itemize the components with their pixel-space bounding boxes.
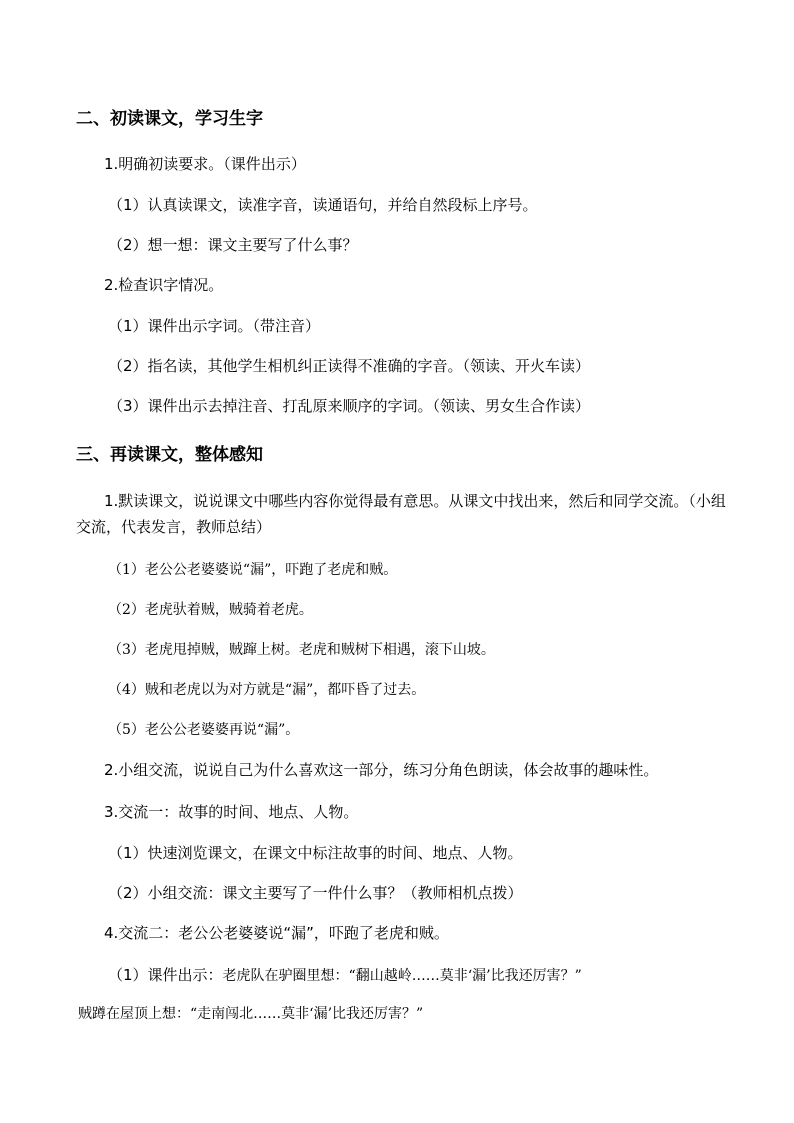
- paragraph-item-4: 4.交流二：老公公老婆婆说“漏”，吓跑了老虎和贼。: [104, 924, 449, 942]
- paragraph-subitem: （2）小组交流：课文主要写了一件什么事？（教师相机点拨）: [108, 884, 523, 902]
- section-heading-3: 三、再读课文，整体感知: [76, 445, 263, 465]
- paragraph-item-2: 2.检查识字情况。: [104, 276, 224, 294]
- paragraph-item-3: 3.交流一：故事的时间、地点、人物。: [104, 803, 359, 821]
- paragraph-subitem: （2）想一想：课文主要写了什么事？: [108, 236, 358, 254]
- quote-list-item: （1）老公公老婆婆说“漏”，吓跑了老虎和贼。: [108, 562, 398, 578]
- paragraph-subitem: （3）课件出示去掉注音、打乱原来顺序的字词。（领读、男女生合作读）: [108, 397, 591, 415]
- paragraph-item-1: 1.默读课文，说说课文中哪些内容你觉得最有意思。从课文中找出来，然后和同学交流。（小组交流，代表发言，教师总结）: [76, 492, 726, 536]
- quote-list-item: （5）老公公老婆婆再说“漏”。: [108, 722, 300, 738]
- paragraph-subitem: （2）指名读，其他学生相机纠正读得不准确的字音。（领读、开火车读）: [108, 357, 591, 375]
- paragraph-item-1: 1.明确初读要求。（课件出示）: [104, 155, 306, 173]
- paragraph-item-2: 2.小组交流，说说自己为什么喜欢这一部分，练习分角色朗读，体会故事的趣味性。: [104, 761, 659, 779]
- quoted-text: 老虎队在驴圈里想：“翻山越岭……莫非‘漏’比我还厉害？”: [222, 968, 582, 984]
- quoted-text-line: 贼蹲在屋顶上想：“走南闯北……莫非‘漏’比我还厉害？”: [78, 1006, 424, 1022]
- subitem-prefix: （1）课件出示：: [108, 966, 223, 984]
- paragraph-subitem: [108, 965, 582, 986]
- quote-list-item: （2）老虎驮着贼，贼骑着老虎。: [108, 602, 313, 618]
- quote-list-item: （3）老虎甩掉贼，贼蹿上树。老虎和贼树下相遇，滚下山坡。: [108, 642, 495, 658]
- paragraph-subitem: （1）认真读课文，读准字音，读通语句，并给自然段标上序号。: [108, 196, 538, 214]
- quote-list-item: （4）贼和老虎以为对方就是“漏”，都吓昏了过去。: [108, 682, 426, 698]
- section-heading-2: 二、初读课文，学习生字: [76, 109, 263, 129]
- paragraph-subitem: （1）课件出示字词。（带注音）: [108, 317, 321, 335]
- paragraph-subitem: （1）快速浏览课文，在课文中标注故事的时间、地点、人物。: [108, 844, 523, 862]
